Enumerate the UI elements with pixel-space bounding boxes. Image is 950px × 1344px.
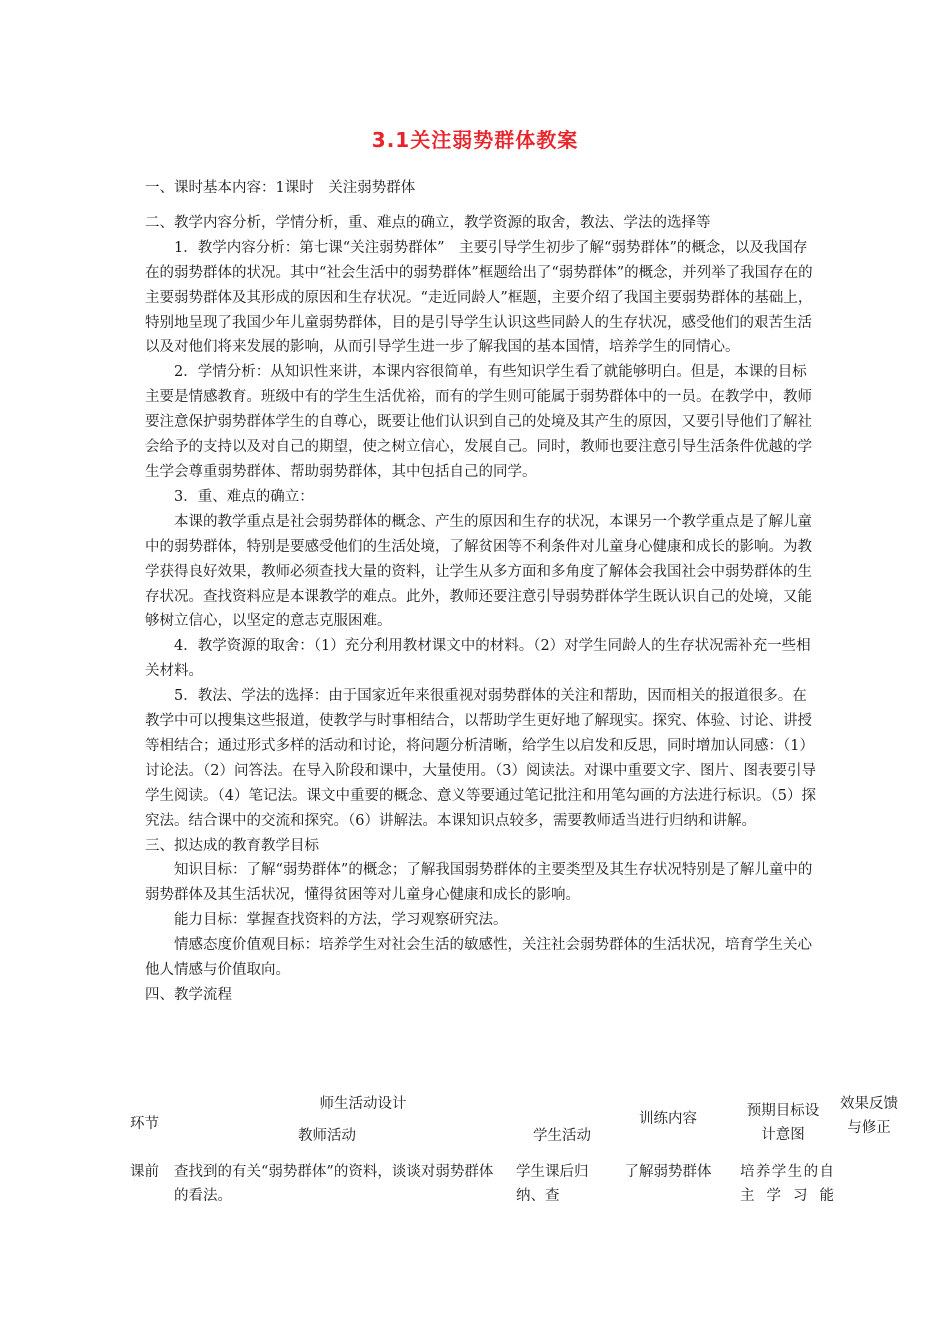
cell-student-activity: 学生课后归纳、查 [516, 1164, 589, 1204]
paragraph-ability-goal: 能力目标：掌握查找资料的方法，学习观察研究法。 [174, 912, 508, 929]
table-row [130, 1148, 900, 1208]
header-student: 学生活动 [533, 1128, 591, 1144]
paragraph-methods: 5．教法、学法的选择：由于国家近年来很重视对弱势群体的关注和帮助，因而相关的报道很多。在教学中可以搜集这些报道，使教学与时事相结合，以帮助学生更好地了解现实。探究、体验、讨论、讲授等相结合；通过形式多样的活动和讨论，将问题分析清晰，给学生以启发和反思，同时增加认同感：（1）讨论法。（2）问答法。在导入阶段和课中，大量使用。（3）阅读法。对课中重要文字、图片、图表要引导学生阅读。（4）笔记法。课文中重要的概念、意义等要通过笔记批注和用笔勾画的方法进行标识。（5）探究法。结合课中的交流和探究。（6）讲解法。本课知识点较多，需要教师适当进行归纳和讲解。 [145, 688, 816, 829]
header-training: 训练内容 [639, 1111, 697, 1127]
header-design: 师生活动设计 [319, 1096, 407, 1112]
paragraph-resources: 4．教学资源的取舍：（1）充分利用教材课文中的材料。（2）对学生同龄人的生存状况需补充一些相关材料。 [145, 638, 811, 680]
cell-training: 了解弱势群体 [624, 1164, 712, 1180]
cell-segment: 课前 [130, 1164, 159, 1180]
cell-feedback [838, 1148, 900, 1208]
paragraph-knowledge-goal: 知识目标：了解“弱势群体”的概念；了解我国弱势群体的主要类型及其生存状况特别是了解儿童中的弱势群体及其生活状况，懂得贫困等对儿童身心健康和成长的影响。 [145, 862, 813, 904]
section-heading-3: 三、拟达成的教育教学目标 [145, 837, 319, 854]
section-heading-1: 一、课时基本内容：1课时 关注弱势群体 [145, 180, 416, 196]
document-title: 3.1关注弱势群体教案 [371, 128, 579, 152]
section-heading-4: 四、教学流程 [145, 987, 232, 1003]
cell-teacher-activity: 查找到的有关“弱势群体”的资料，谈谈对弱势群体的看法。 [174, 1164, 494, 1204]
teaching-flow-table [130, 1090, 900, 1208]
paragraph-emotion-goal: 情感态度价值观目标：培养学生对社会生活的敏感性，关注社会弱势群体的生活状况，培育学生关心他人情感与价值取向。 [145, 937, 812, 979]
header-teacher: 教师活动 [298, 1128, 356, 1144]
header-feedback: 效果反馈与修正 [840, 1096, 898, 1136]
cell-expected: 培养学生的自主学习能 [740, 1164, 834, 1204]
header-expected: 预期目标设计意图 [746, 1103, 820, 1143]
header-segment: 环节 [130, 1116, 159, 1132]
paragraph-content-analysis: 1．教学内容分析：第七课“关注弱势群体” 主要引导学生初步了解“弱势群体”的概念，以及我国存在的弱势群体的状况。其中“社会生活中的弱势群体”框题给出了“弱势群体”的概念，并列举了我国存在的主要弱势群体及其形成的原因和生存状况。“走近同龄人”框题，主要介绍了我国主要弱势群体的基础上，特别地呈现了我国少年儿童弱势群体，目的是引导学生认识这些同龄人的生存状况，感受他们的艰苦生活以及对他们将来发展的影响，从而引导学生进一步了解我国的基本国情，培养学生的同情心。 [145, 239, 813, 356]
paragraph-key-points: 本课的教学重点是社会弱势群体的概念、产生的原因和生存的状况，本课另一个教学重点是了解儿童中的弱势群体，特别是要感受他们的生活处境，了解贫困等不利条件对儿童身心健康和成长的影响。为教学获得良好效果，教师必须查找大量的资料，让学生从多方面和多角度了解体会我国社会中弱势群体的生存状况。查找资料应是本课教学的难点。此外，教师还要注意引导弱势群体学生既认识自己的处境，又能够树立信心，以坚定的意志克服困难。 [145, 513, 812, 630]
table-header-row-1 [130, 1090, 900, 1116]
section-heading-2: 二、教学内容分析，学情分析，重、难点的确立，教学资源的取舍，教法、学法的选择等 [145, 214, 711, 231]
subheading-key-points: 3．重、难点的确立： [174, 488, 314, 505]
document-body [145, 176, 817, 1008]
paragraph-learner-analysis: 2．学情分析：从知识性来讲，本课内容很简单，有些知识学生看了就能够明白。但是，本课的目标主要是情感教育。班级中有的学生生活优裕，而有的学生则可能属于弱势群体中的一员。在教学中，教师要注意保护弱势群体学生的自尊心，既要让他们认识到自己的处境及其产生的原因，又要引导他们了解社会给予的支持以及对自己的期望，使之树立信心，发展自己。同时，教师也要注意引导生活条件优越的学生学会尊重弱势群体、帮助弱势群体，其中包括自己的同学。 [145, 364, 812, 480]
